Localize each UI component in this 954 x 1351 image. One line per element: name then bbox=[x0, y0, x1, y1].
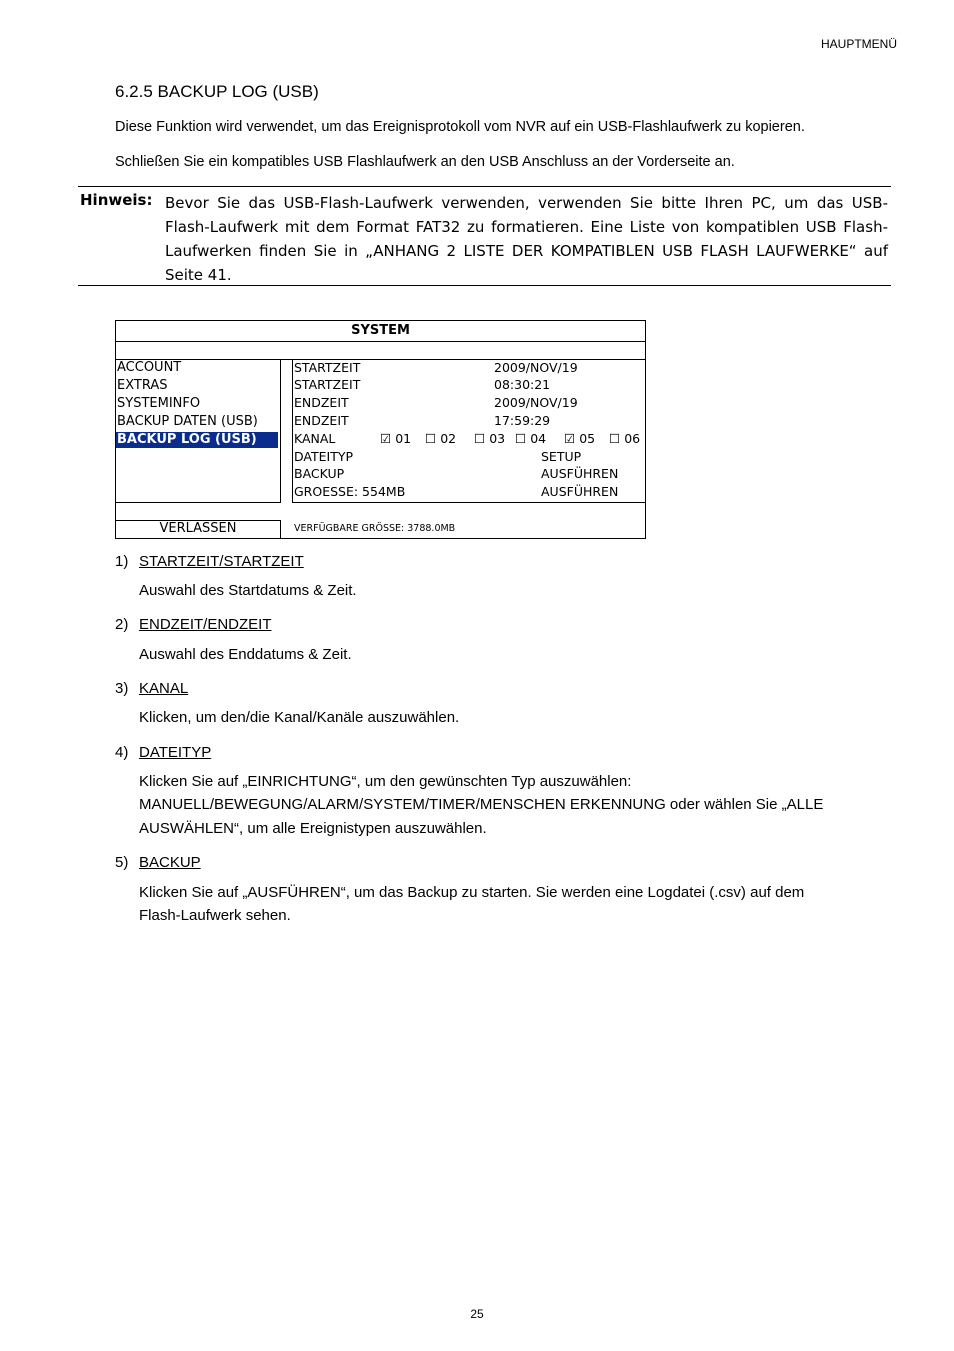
row-label-startzeit-time: STARTZEIT bbox=[294, 377, 361, 392]
list-number: 3) bbox=[115, 680, 129, 697]
startzeit-date-value[interactable]: 2009/NOV/19 bbox=[494, 360, 578, 375]
endzeit-time-value[interactable]: 17:59:29 bbox=[494, 413, 551, 428]
row-label-endzeit-time: ENDZEIT bbox=[294, 413, 349, 428]
checkbox-unchecked-icon: ☐ bbox=[609, 431, 621, 446]
menu-sidebar bbox=[116, 360, 281, 503]
system-menu bbox=[115, 320, 646, 539]
list-number: 5) bbox=[115, 854, 129, 871]
list-heading: KANAL bbox=[139, 680, 189, 697]
list-body-line: MANUELL/BEWEGUNG/ALARM/SYSTEM/TIMER/MENSCHEN ERKENNUNG oder wählen Sie „ALLE bbox=[139, 796, 824, 813]
startzeit-time-value[interactable]: 08:30:21 bbox=[494, 377, 551, 392]
list-body-line: AUSWÄHLEN“, um alle Ereignistypen auszuwählen. bbox=[139, 820, 487, 837]
sidebar-item-account[interactable]: ACCOUNT bbox=[117, 360, 182, 375]
row-label-backup: BACKUP bbox=[294, 466, 345, 481]
channel-04-checkbox[interactable] bbox=[515, 431, 546, 447]
checkbox-unchecked-icon: ☐ bbox=[474, 431, 486, 446]
sidebar-item-systeminfo[interactable]: SYSTEMINFO bbox=[117, 396, 201, 411]
sidebar-item-backup-log[interactable]: BACKUP LOG (USB) bbox=[116, 432, 278, 448]
channel-06-checkbox[interactable] bbox=[609, 431, 640, 447]
list-heading: BACKUP bbox=[139, 854, 201, 871]
dateityp-setup-button[interactable]: SETUP bbox=[541, 449, 582, 464]
row-label-groesse: GROESSE: 554MB bbox=[294, 484, 406, 499]
list-number: 1) bbox=[115, 553, 129, 570]
row-label-endzeit-date: ENDZEIT bbox=[294, 395, 349, 410]
checkbox-unchecked-icon: ☐ bbox=[515, 431, 527, 446]
menu-content bbox=[292, 360, 646, 503]
page-number: 25 bbox=[470, 1307, 484, 1321]
channel-05-checkbox[interactable] bbox=[564, 431, 595, 447]
channel-01-checkbox[interactable] bbox=[380, 431, 411, 447]
note-box bbox=[78, 186, 891, 286]
note-text: Bevor Sie das USB-Flash-Laufwerk verwenden, verwenden Sie bitte Ihren PC, um das USB-Flash-Laufwerk mit dem Format FAT32 zu formatieren. Eine Liste von kompatiblen USB Flash-Laufwerken finden Sie in „ANHANG 2 LISTE DER KOMPATIBLEN USB FLASH LAUFWERKE“ auf Seite 41. bbox=[165, 194, 888, 284]
list-heading: DATEITYP bbox=[139, 744, 212, 761]
list-number: 4) bbox=[115, 744, 129, 761]
list-heading: STARTZEIT/STARTZEIT bbox=[139, 553, 304, 570]
menu-title: SYSTEM bbox=[116, 321, 645, 342]
row-label-kanal: KANAL bbox=[294, 431, 336, 446]
channel-03-checkbox[interactable] bbox=[474, 431, 505, 447]
menu-spacer bbox=[116, 342, 645, 360]
row-label-startzeit-date: STARTZEIT bbox=[294, 360, 361, 375]
list-body-line: Klicken Sie auf „AUSFÜHREN“, um das Backup zu starten. Sie werden eine Logdatei (.csv) auf dem bbox=[139, 884, 805, 901]
free-space-label: VERFÜGBARE GRÖSSE: 3788.0MB bbox=[294, 523, 456, 534]
connect-paragraph: Schließen Sie ein kompatibles USB Flashlaufwerk an den USB Anschluss an der Vorderseite an. bbox=[115, 154, 735, 170]
size-execute-button[interactable]: AUSFÜHREN bbox=[541, 484, 619, 499]
channel-01-label: 01 bbox=[395, 431, 412, 446]
channel-03-label: 03 bbox=[489, 431, 506, 446]
sidebar-item-backup-daten[interactable]: BACKUP DATEN (USB) bbox=[117, 414, 258, 429]
list-number: 2) bbox=[115, 616, 129, 633]
checkbox-checked-icon: ☑ bbox=[380, 431, 392, 446]
section-title: 6.2.5 BACKUP LOG (USB) bbox=[115, 82, 319, 101]
list-body-line: Klicken Sie auf „EINRICHTUNG“, um den gewünschten Typ auszuwählen: bbox=[139, 773, 632, 790]
list-body-line: Klicken, um den/die Kanal/Kanäle auszuwählen. bbox=[139, 709, 460, 726]
note-label: Hinweis: bbox=[80, 191, 153, 209]
list-body-line: Flash-Laufwerk sehen. bbox=[139, 907, 291, 924]
list-heading: ENDZEIT/ENDZEIT bbox=[139, 616, 272, 633]
sidebar-item-extras[interactable]: EXTRAS bbox=[117, 378, 168, 393]
checkbox-unchecked-icon: ☐ bbox=[425, 431, 437, 446]
intro-paragraph: Diese Funktion wird verwendet, um das Ereignisprotokoll vom NVR auf ein USB-Flashlaufwerk zu kopieren. bbox=[115, 119, 805, 135]
channel-02-checkbox[interactable] bbox=[425, 431, 456, 447]
channel-02-label: 02 bbox=[440, 431, 457, 446]
exit-button[interactable]: VERLASSEN bbox=[116, 520, 281, 538]
list-body-line: Auswahl des Startdatums & Zeit. bbox=[139, 582, 357, 599]
channel-04-label: 04 bbox=[530, 431, 547, 446]
endzeit-date-value[interactable]: 2009/NOV/19 bbox=[494, 395, 578, 410]
backup-execute-button[interactable]: AUSFÜHREN bbox=[541, 466, 619, 481]
channel-05-label: 05 bbox=[579, 431, 596, 446]
channel-06-label: 06 bbox=[624, 431, 641, 446]
running-header: HAUPTMENÜ bbox=[820, 37, 897, 51]
list-body-line: Auswahl des Enddatums & Zeit. bbox=[139, 646, 352, 663]
row-label-dateityp: DATEITYP bbox=[294, 449, 354, 464]
checkbox-checked-icon: ☑ bbox=[564, 431, 576, 446]
